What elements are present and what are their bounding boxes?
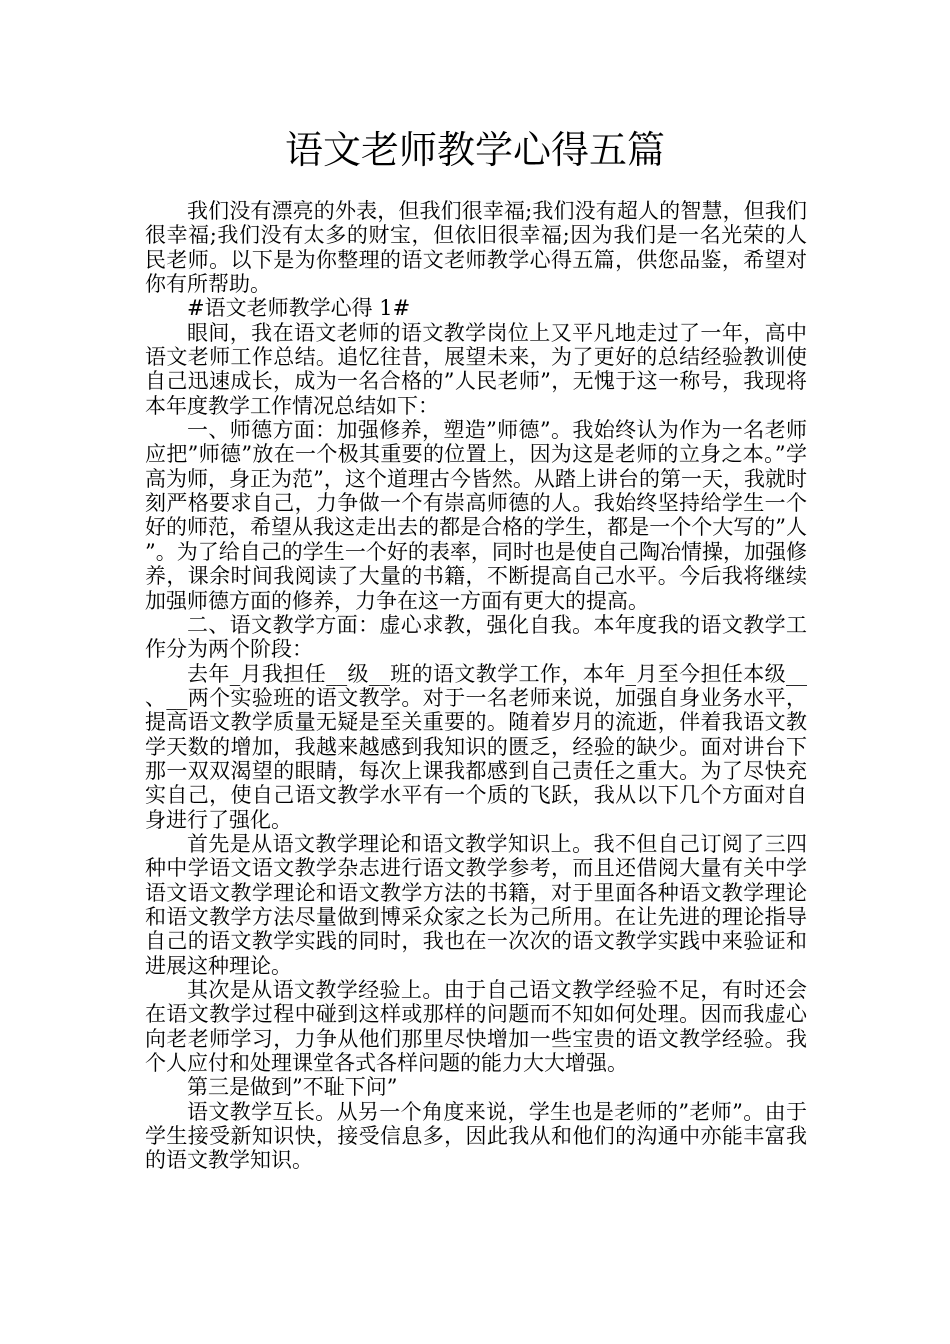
paragraph-second: 其次是从语文教学经验上。由于自己语文教学经验不足，有时还会在语文教学过程中碰到这样或那样的问题而不知如何处理。因而我虚心向老老师学习，力争从他们那里尽快增加一些宝贵的语文教学经验。我个人应付和处理课堂各式各样问题的能力大大增强。 xyxy=(145,978,807,1076)
section-heading-1: #语文老师教学心得 1# xyxy=(187,296,411,321)
paragraph-opening: 眼间，我在语文老师的语文教学岗位上又平凡地走过了一年，高中语文老师工作总结。追忆往昔，展望未来，为了更好的总结经验教训使自己迅速成长，成为一名合格的”人民老师”，无愧于这一称号，我现将本年度教学工作情况总结如下： xyxy=(145,320,807,418)
paragraph-ethics: 一、师德方面：加强修养，塑造”师德”。我始终认为作为一名老师应把”师德”放在一个极其重要的位置上，因为这是老师的立身之本。”学高为师，身正为范”，这个道理古今皆然。从踏上讲台的第一天，我就时刻严格要求自己，力争做一个有崇高师德的人。我始终坚持给学生一个好的师范，希望从我这走出去的都是合格的学生，都是一个个大写的”人”。为了给自己的学生一个好的表率，同时也是使自己陶冶情操，加强修养，课余时间我阅读了大量的书籍，不断提高自己水平。今后我将继续加强师德方面的修养，力争在这一方面有更大的提高。 xyxy=(145,418,807,613)
document-title: 语文老师教学心得五篇 xyxy=(284,128,665,172)
paragraph-teaching: 二、语文教学方面：虚心求教，强化自我。本年度我的语文教学工作分为两个阶段： xyxy=(145,612,807,662)
paragraph-intro: 我们没有漂亮的外表，但我们很幸福;我们没有超人的智慧，但我们很幸福;我们没有太多的财宝，但依旧很幸福;因为我们是一名光荣的人民老师。以下是为你整理的语文老师教学心得五篇，供您品鉴，希望对你有所帮助。 xyxy=(145,199,807,297)
paragraph-third: 第三是做到”不耻下问” xyxy=(187,1075,398,1100)
paragraph-first: 首先是从语文教学理论和语文教学知识上。我不但自己订阅了三四种中学语文语文教学杂志进行语文教学参考，而且还借阅大量有关中学语文语文教学理论和语文教学方法的书籍，对于里面各种语文教学理论和语文教学方法尽量做到博采众家之长为己所用。在让先进的理论指导自己的语文教学实践的同时，我也在一次次的语文教学实践中来验证和进展这种理论。 xyxy=(145,831,807,978)
document-body xyxy=(145,199,807,1173)
paragraph-last-year: 去年_月我担任__级__班的语文教学工作，本年_月至今担任本级__、__两个实验班的语文教学。对于一名老师来说，加强自身业务水平，提高语文教学质量无疑是至关重要的。随着岁月的流逝，伴着我语文教学天数的增加，我越来越感到我知识的匮乏，经验的缺少。面对讲台下那一双双渴望的眼睛，每次上课我都感到自己责任之重大。为了尽快充实自己，使自己语文教学水平有一个质的飞跃，我从以下几个方面对自身进行了强化。 xyxy=(145,661,807,832)
paragraph-mutual: 语文教学互长。从另一个角度来说，学生也是老师的”老师”。由于学生接受新知识快，接受信息多，因此我从和他们的沟通中亦能丰富我的语文教学知识。 xyxy=(145,1099,807,1173)
